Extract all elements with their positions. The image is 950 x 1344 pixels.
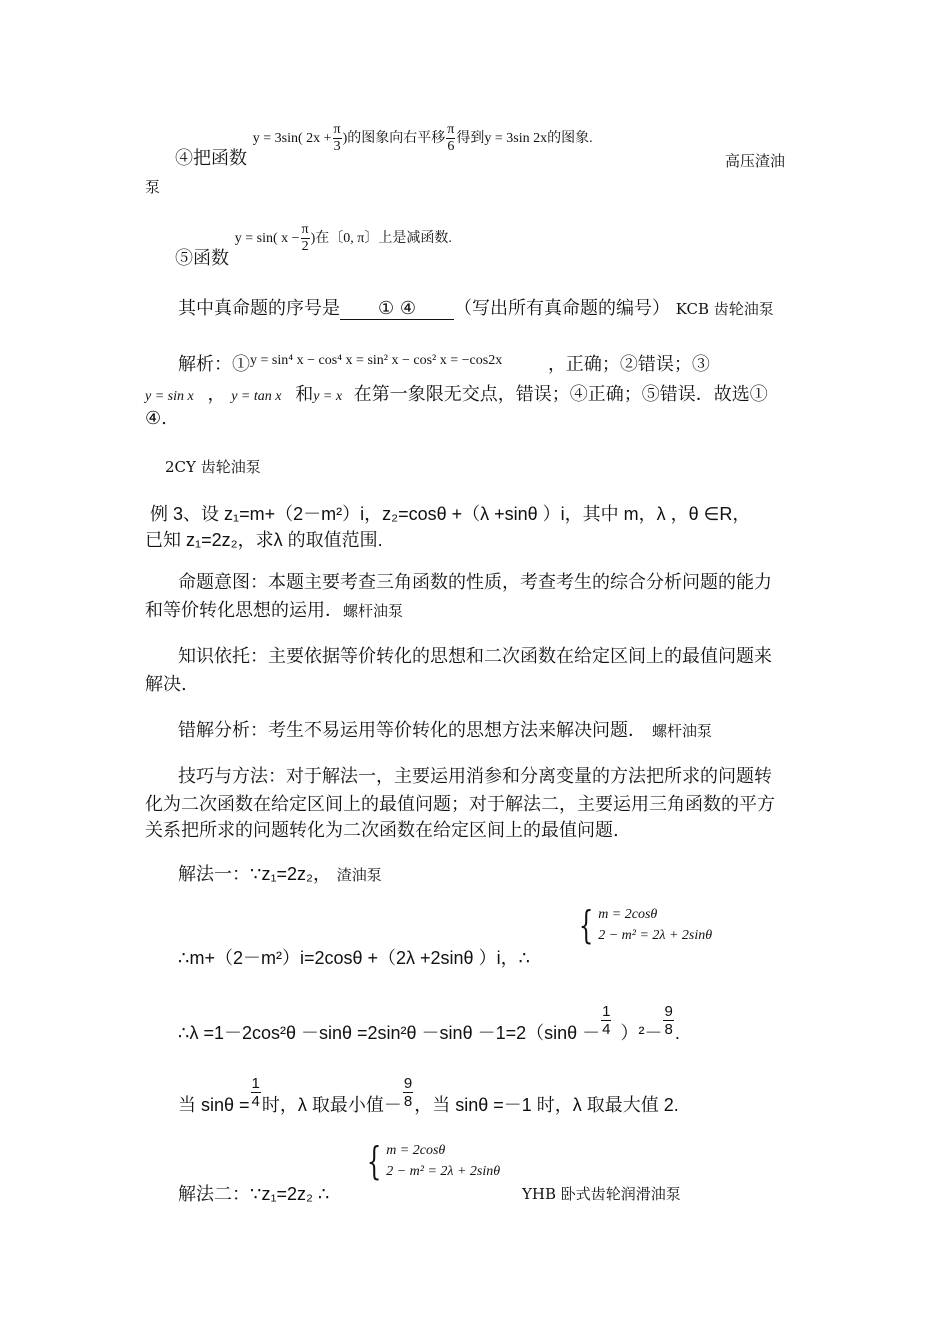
example3-line1: 例 3、设 z₁=m+（2－m²）i，z₂=cosθ +（λ +sinθ ）i，其中 m，λ ，θ ∈R，	[150, 504, 751, 524]
ad-high-pressure: 高压渣油	[725, 152, 786, 170]
ad-kcb: KCB 齿轮油泵	[675, 300, 774, 318]
ad-screw-pump: 螺杆油泵	[343, 602, 404, 620]
ad-2cy: 2CY 齿轮油泵	[165, 458, 261, 476]
method1-line2: ∴m+（2－m²）i=2cosθ +（2λ +2sinθ ）i，∴	[178, 948, 531, 968]
answer-value: ① ④	[340, 298, 454, 320]
ad-screw-pump-2: 螺杆油泵	[652, 722, 713, 740]
analysis-formula1: y = sin⁴ x − cos⁴ x = sin² x − cos² x = −cos2x	[250, 353, 503, 368]
skills-line3: 关系把所求的问题转化为二次函数在给定区间上的最值问题.	[145, 820, 619, 841]
method1-line4: 当 sinθ = $\frac{1}{4}$ 时，λ 取最小值－ $\frac{9}{8}$ ，当 sinθ =－1 时，λ 取最大值 2.	[178, 1075, 679, 1116]
skills-line1: 技巧与方法：对于解法一，主要运用消参和分离变量的方法把所求的问题转	[178, 766, 772, 787]
intent-line2: 和等价转化思想的运用．螺杆油泵	[145, 600, 404, 621]
analysis-line1: 解析：①$^{y = sin^4 x - cos^4 x = sin^2 x - cos^2 x = -cos2x}$ ，正确；②错误；③	[178, 353, 710, 375]
knowledge-line1: 知识依托：主要依据等价转化的思想和二次函数在给定区间上的最值问题来	[178, 646, 772, 667]
ad-residue-pump: 渣油泵	[336, 866, 382, 884]
method2-line1: 解法二：∵z₁=2z₂ ∴	[178, 1184, 330, 1204]
error-line1: 错解分析：考生不易运用等价转化的思想方法来解决问题． 螺杆油泵	[178, 720, 713, 741]
ad-high-pressure-cont: 泵	[145, 178, 161, 196]
analysis-line3: ④.	[145, 408, 167, 429]
method2-system: { m = 2cosθ 2 − m² = 2λ + 2sinθ	[366, 1139, 501, 1183]
knowledge-line2: 解决.	[145, 674, 187, 695]
example3-line2: 已知 z₁=2z₂，求λ 的取值范围.	[145, 530, 383, 550]
intent-line1: 命题意图：本题主要考查三角函数的性质，考查考生的综合分析问题的能力	[178, 572, 772, 593]
skills-line2: 化为二次函数在给定区间上的最值问题；对于解法二，主要运用三角函数的平方	[145, 794, 775, 815]
item-4-prefix: ④把函数	[175, 148, 247, 169]
item-4	[175, 122, 593, 169]
item-5-prefix: ⑤函数	[175, 248, 229, 269]
item-4-formula: y = 3sin( 2x + $\frac{\pi}{3}$ )的图象向右平移 $\frac{\pi}{6}$ 得到y = 3sin 2x的图象.	[252, 122, 593, 155]
item-5	[175, 222, 452, 269]
item-5-formula: y = sin( x − $\frac{\pi}{2}$ )在〔0, π〕上是减函数.	[234, 222, 452, 255]
method1-line3: ∴λ =1－2cos²θ －sinθ =2sin²θ －sinθ －1=2（sinθ － $\frac{1}{4}$ ）²－ $\frac{9}{8}$ .	[178, 1003, 680, 1044]
method1-line1: 解法一：∵z₁=2z₂， 渣油泵	[178, 864, 382, 884]
answer-line: 其中真命题的序号是 ① ④ （写出所有真命题的编号） KCB 齿轮油泵	[178, 298, 774, 319]
analysis-line2: y = sin x ， y = tan x 和y = x 在第一象限无交点，错误；④正确；⑤错误．故选①	[145, 384, 768, 405]
method1-system: { m = 2cosθ 2 − m² = 2λ + 2sinθ	[578, 903, 713, 947]
ad-yhb: YHB 卧式齿轮润滑油泵	[522, 1185, 681, 1203]
